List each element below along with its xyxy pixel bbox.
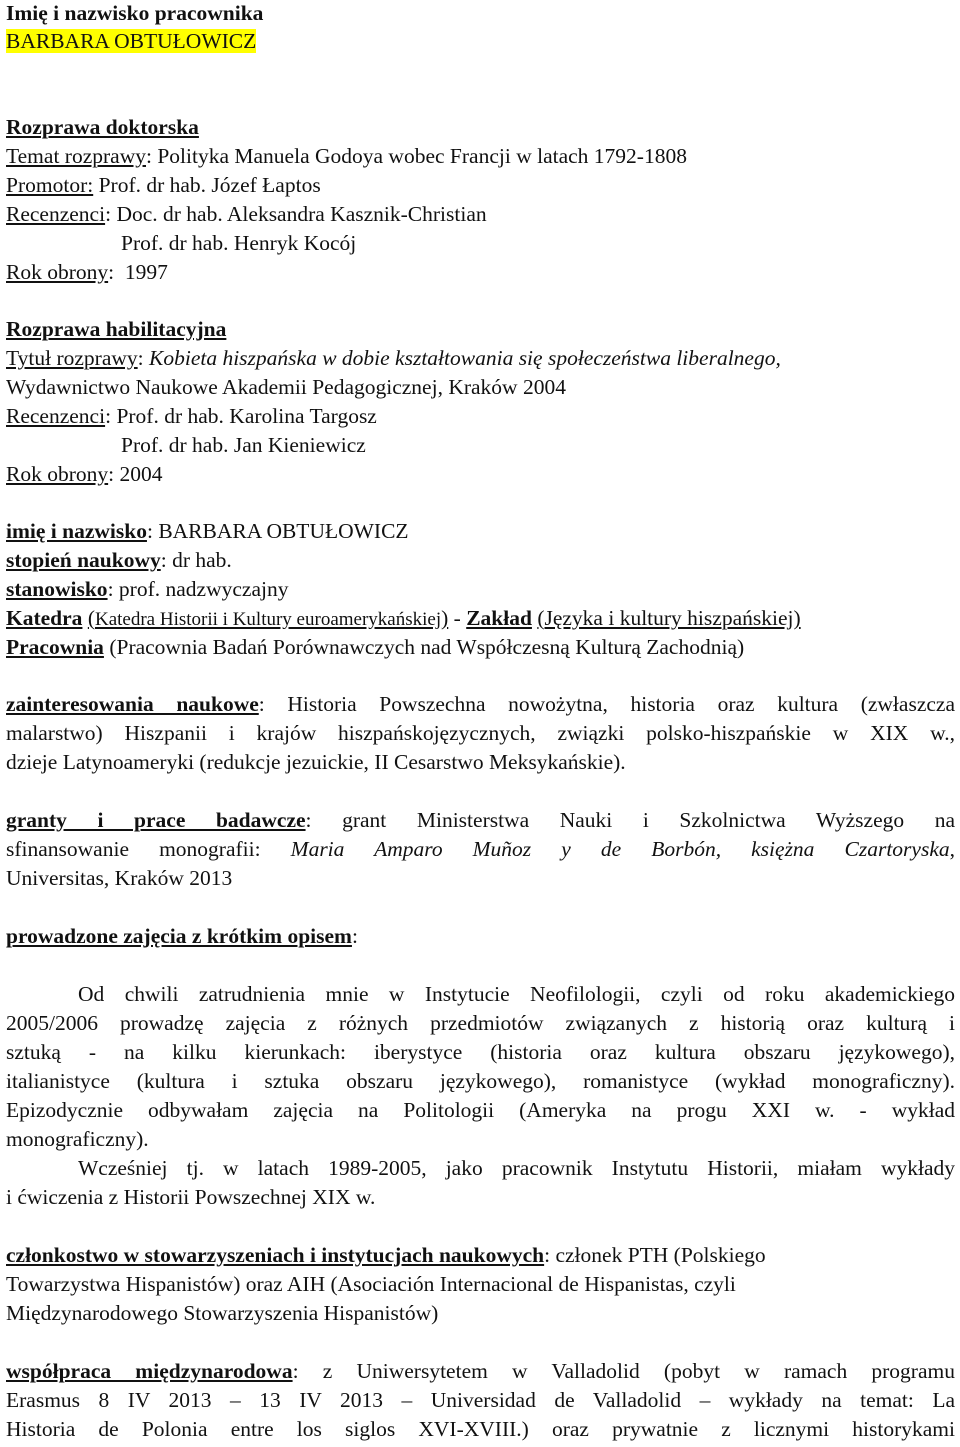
courses-p2-line-1: Wcześniej tj. w latach 1989-2005, jako pracownik Instytutu Historii, miałam wykłady [78,1156,955,1180]
cooperation-line-3: Historia de Polonia entre los siglos XVI-XVIII.) oraz prywatnie z licznymi historykami [6,1417,955,1441]
doctoral-heading: Rozprawa doktorska [6,115,199,139]
profile-department: Katedra (Katedra Historii i Kultury euroamerykańskiej) - Zakład (Języka i kultury hiszpańskiej) [6,606,801,630]
employee-label: Imię i nazwisko pracownika [6,1,264,25]
profile-degree-label: stopień naukowy [6,548,161,572]
profile-unit-label: Zakład [466,606,532,630]
interests-line-1: zainteresowania naukowe: Historia Powszechna nowożytna, historia oraz kultura (zwłaszcza [6,692,955,716]
membership-text-1: członek PTH (Polskiego [555,1243,766,1267]
profile-name-value: BARBARA OBTUŁOWICZ [158,519,409,543]
courses-p1-line-1: Od chwili zatrudnienia mnie w Instytucie Neofilologii, czyli od roku akademickiego [78,982,955,1006]
courses-p2-line-2: i ćwiczenia z Historii Powszechnej XIX w. [6,1185,376,1209]
interests-text-1: Historia Powszechna nowożytna, historia oraz kultura (zwłaszcza [287,692,955,716]
habilitation-publisher: Wydawnictwo Naukowe Akademii Pedagogicznej, Kraków 2004 [6,375,566,399]
courses-p1-line-5: Epizodycznie odbywałam zajęcia na Politologii (Ameryka na progu XXI w. - wykład [6,1098,955,1122]
profile-name: imię i nazwisko: BARBARA OBTUŁOWICZ [6,519,409,543]
cooperation-line-2: Erasmus 8 IV 2013 – 13 IV 2013 – Universidad de Valladolid – wykłady na temat: La [6,1388,955,1412]
profile-name-label: imię i nazwisko [6,519,147,543]
courses-p1-line-2: 2005/2006 prowadzę zajęcia z różnych przedmiotów związanych z historią oraz kulturą i [6,1011,955,1035]
cooperation-label: współpraca międzynarodowa [6,1359,293,1383]
grants-line-1: granty i prace badawcze: grant Ministerstwa Nauki i Szkolnictwa Wyższego na [6,808,955,832]
interests-label: zainteresowania naukowe [6,692,259,716]
courses-p1-line-6: monograficzny). [6,1127,149,1151]
grants-label: granty i prace badawcze [6,808,306,832]
profile-position: stanowisko: prof. nadzwyczajny [6,577,289,601]
interests-line-3: dzieje Latynoameryki (redukcje jezuickie, II Cesarstwo Meksykańskie). [6,750,626,774]
profile-department-value-wrap: (Katedra Historii i Kultury euroamerykańskiej) [87,606,449,630]
doctoral-reviewer-1: Doc. dr hab. Aleksandra Kasznik-Christian [116,202,487,226]
habilitation-title-label: Tytuł rozprawy [6,346,138,370]
habilitation-reviewers: Recenzenci: Prof. dr hab. Karolina Targosz [6,404,377,428]
profile-position-value: prof. nadzwyczajny [118,577,289,601]
grants-line-2: sfinansowanie monografii: Maria Amparo Muñoz y de Borbón, księżna Czartoryska, [6,837,955,861]
habilitation-defense-year: 2004 [119,462,163,486]
profile-degree-value: dr hab. [172,548,232,572]
doctoral-defense-year: 1997 [124,260,168,284]
profile-unit-value-wrap: (Języka i kultury hiszpańskiej) [537,606,801,630]
employee-name [6,28,256,54]
employee-name-highlight: BARBARA OBTUŁOWICZ [6,29,257,53]
doctoral-promoter-value: Prof. dr hab. Józef Łaptos [98,173,321,197]
doctoral-defense-label: Rok obrony [6,260,109,284]
cooperation-text-1: z Uniwersytetem w Valladolid (pobyt w ramach programu [322,1359,955,1383]
doctoral-promoter [6,172,321,198]
doctoral-reviewers-label: Recenzenci [6,202,106,226]
doctoral-defense: Rok obrony: 1997 [6,260,168,284]
interests-line-2: malarstwo) Hiszpanii i krajów hiszpańskojęzycznych, związki polsko-hiszpańskie w XIX w., [6,721,955,745]
profile-department-label: Katedra [6,606,83,630]
membership-line-2: Towarzystwa Hispanistów) oraz AIH (Asociación Internacional de Hispanistas, czyli [6,1272,736,1296]
habilitation-defense: Rok obrony: 2004 [6,462,163,486]
profile-position-label: stanowisko [6,577,108,601]
habilitation-title: Tytuł rozprawy: Kobieta hiszpańska w dobie kształtowania się społeczeństwa liberalnego, [6,346,781,370]
courses-heading: prowadzone zajęcia z krótkim opisem: [6,924,358,948]
doctoral-reviewers: Recenzenci: Doc. dr hab. Aleksandra Kasznik-Christian [6,202,487,226]
doctoral-topic-value: Polityka Manuela Godoya wobec Francji w latach 1792-1808 [157,144,687,168]
doctoral-promoter-label: Promotor: [6,173,94,197]
grants-text-2a: sfinansowanie monografii: [6,837,261,861]
grants-line-3: Universitas, Kraków 2013 [6,866,233,890]
doctoral-topic-label: Temat rozprawy [6,144,146,168]
profile-lab: Pracownia (Pracownia Badań Porównawczych nad Współczesną Kulturą Zachodnią) [6,635,745,659]
doctoral-reviewer-2: Prof. dr hab. Henryk Kocój [121,231,357,255]
habilitation-reviewer-1: Prof. dr hab. Karolina Targosz [116,404,377,428]
cooperation-line-1: współpraca międzynarodowa: z Uniwersytetem w Valladolid (pobyt w ramach programu [6,1359,955,1383]
courses-label: prowadzone zajęcia z krótkim opisem [6,924,352,948]
courses-p1-line-3: sztuką - na kilku kierunkach: iberystyce (historia oraz kultura obszaru językowego), [6,1040,955,1064]
profile-department-value: Katedra Historii i Kultury euroamerykańskiej [94,609,442,630]
membership-label: członkostwo w stowarzyszeniach i instytucjach naukowych [6,1243,545,1267]
habilitation-reviewers-label: Recenzenci [6,404,106,428]
membership-line-1: członkostwo w stowarzyszeniach i instytucjach naukowych: członek PTH (Polskiego [6,1243,766,1267]
habilitation-defense-label: Rok obrony [6,462,109,486]
profile-lab-value: Pracownia Badań Porównawczych nad Współczesną Kulturą Zachodnią [116,635,737,659]
habilitation-heading: Rozprawa habilitacyjna [6,317,227,341]
grants-text-1: grant Ministerstwa Nauki i Szkolnictwa Wyższego na [342,808,955,832]
habilitation-reviewer-2: Prof. dr hab. Jan Kieniewicz [121,433,366,457]
profile-lab-label: Pracownia [6,635,104,659]
membership-line-3: Międzynarodowego Stowarzyszenia Hispanistów) [6,1301,439,1325]
profile-unit-value: Języka i kultury hiszpańskiej [544,606,794,630]
courses-p1-line-4: italianistyce (kultura i sztuka obszaru językowego), romanistyce (wykład monograficzny). [6,1069,955,1093]
doctoral-topic: Temat rozprawy: Polityka Manuela Godoya wobec Francji w latach 1792-1808 [6,144,687,168]
profile-degree: stopień naukowy: dr hab. [6,548,232,572]
habilitation-title-value: Kobieta hiszpańska w dobie kształtowania się społeczeństwa liberalnego, [149,346,781,370]
grants-book-title: Maria Amparo Muñoz y de Borbón, księżna Czartoryska [290,837,950,861]
